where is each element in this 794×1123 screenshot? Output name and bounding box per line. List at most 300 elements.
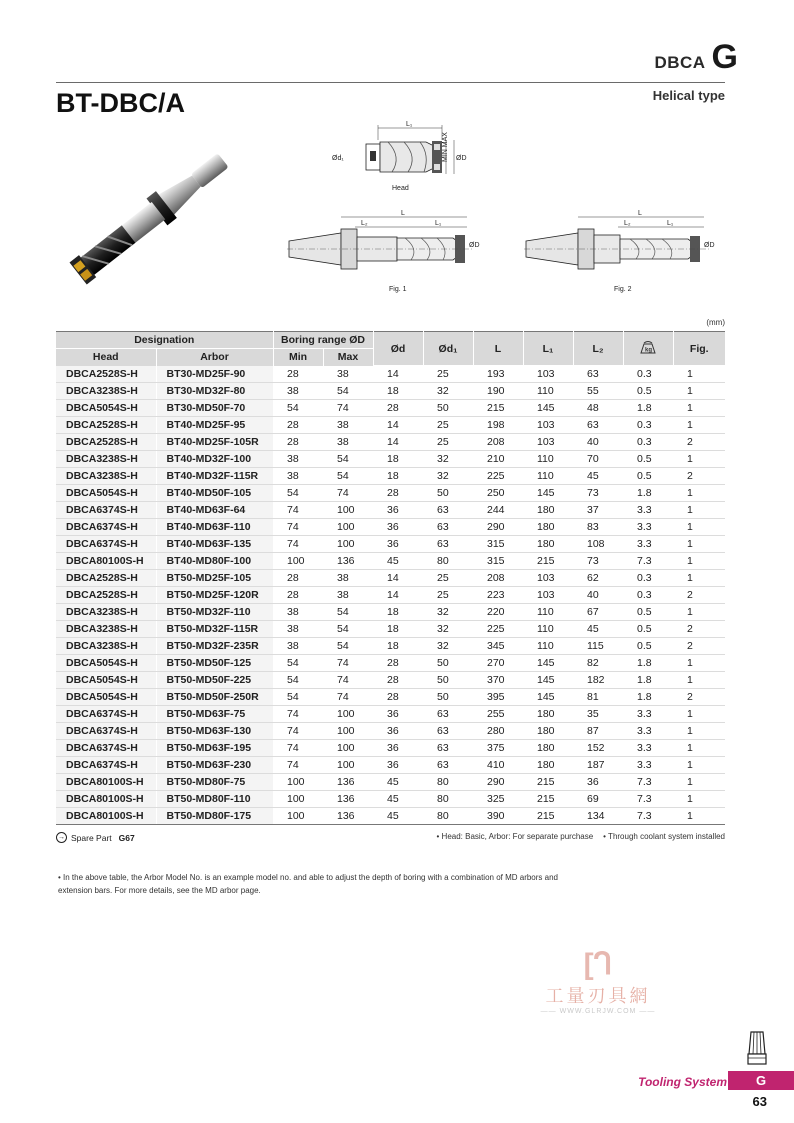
cell-fig: 2 xyxy=(673,587,725,604)
cell-l1: 103 xyxy=(523,570,573,587)
cell-head: DBCA3238S-H xyxy=(56,604,156,621)
cell-max: 54 xyxy=(323,383,373,400)
cell-min: 54 xyxy=(273,672,323,689)
col-arbor: Arbor xyxy=(156,349,273,366)
cell-d: 45 xyxy=(373,774,423,791)
cell-head: DBCA5054S-H xyxy=(56,689,156,706)
cell-l1: 180 xyxy=(523,706,573,723)
cell-d: 14 xyxy=(373,587,423,604)
fig1-dim-l2: L₂ xyxy=(361,220,368,227)
cell-fig: 1 xyxy=(673,655,725,672)
cell-weight: 3.3 xyxy=(623,740,673,757)
cell-max: 100 xyxy=(323,757,373,774)
cell-fig: 1 xyxy=(673,808,725,825)
cell-min: 38 xyxy=(273,621,323,638)
cell-l2: 134 xyxy=(573,808,623,825)
table-row xyxy=(56,740,725,757)
cell-d1: 63 xyxy=(423,536,473,553)
cell-d: 45 xyxy=(373,791,423,808)
table-row xyxy=(56,400,725,417)
cell-l: 390 xyxy=(473,808,523,825)
cell-l2: 62 xyxy=(573,570,623,587)
cell-d: 14 xyxy=(373,417,423,434)
cell-max: 38 xyxy=(323,366,373,383)
cell-weight: 0.5 xyxy=(623,451,673,468)
cell-min: 28 xyxy=(273,587,323,604)
cell-min: 28 xyxy=(273,417,323,434)
cell-head: DBCA2528S-H xyxy=(56,570,156,587)
cell-head: DBCA6374S-H xyxy=(56,706,156,723)
table-row xyxy=(56,723,725,740)
cell-d: 28 xyxy=(373,400,423,417)
cell-head: DBCA80100S-H xyxy=(56,774,156,791)
cell-d: 18 xyxy=(373,638,423,655)
spare-part-label: Spare Part xyxy=(71,832,112,843)
cell-fig: 2 xyxy=(673,621,725,638)
table-row xyxy=(56,570,725,587)
cell-l: 198 xyxy=(473,417,523,434)
cell-arbor: BT50-MD32F-110 xyxy=(156,604,273,621)
cell-d: 45 xyxy=(373,553,423,570)
table-row xyxy=(56,383,725,400)
cell-min: 38 xyxy=(273,451,323,468)
cell-l2: 36 xyxy=(573,774,623,791)
footer-label: Tooling System xyxy=(638,1075,727,1089)
cell-fig: 1 xyxy=(673,757,725,774)
col-min: Min xyxy=(273,349,323,366)
cell-l2: 40 xyxy=(573,587,623,604)
cell-l: 208 xyxy=(473,570,523,587)
cell-fig: 2 xyxy=(673,689,725,706)
fig2-dim-l2: L₂ xyxy=(624,220,631,227)
cell-max: 38 xyxy=(323,587,373,604)
fig2-dim-d: ØD xyxy=(704,242,715,249)
cell-max: 100 xyxy=(323,740,373,757)
fig1-label: Fig. 1 xyxy=(389,286,407,293)
cell-l: 250 xyxy=(473,485,523,502)
cell-fig: 1 xyxy=(673,774,725,791)
cell-weight: 3.3 xyxy=(623,502,673,519)
cell-d: 18 xyxy=(373,383,423,400)
cell-d: 18 xyxy=(373,621,423,638)
cell-l2: 48 xyxy=(573,400,623,417)
table-row xyxy=(56,638,725,655)
cell-l2: 87 xyxy=(573,723,623,740)
cell-weight: 3.3 xyxy=(623,757,673,774)
cell-l1: 110 xyxy=(523,383,573,400)
cell-l: 210 xyxy=(473,451,523,468)
cell-d: 36 xyxy=(373,757,423,774)
cell-weight: 1.8 xyxy=(623,485,673,502)
cell-l: 244 xyxy=(473,502,523,519)
cell-min: 28 xyxy=(273,434,323,451)
cell-arbor: BT40-MD32F-115R xyxy=(156,468,273,485)
cell-l1: 145 xyxy=(523,689,573,706)
cell-min: 54 xyxy=(273,655,323,672)
cell-head: DBCA5054S-H xyxy=(56,672,156,689)
cell-max: 136 xyxy=(323,553,373,570)
cell-fig: 1 xyxy=(673,706,725,723)
cell-min: 54 xyxy=(273,485,323,502)
table-row xyxy=(56,672,725,689)
cell-l: 255 xyxy=(473,706,523,723)
watermark xyxy=(528,947,668,1015)
cell-l: 325 xyxy=(473,791,523,808)
col-d: Ød xyxy=(373,332,423,366)
cell-l: 193 xyxy=(473,366,523,383)
fig2-drawing xyxy=(522,205,722,295)
cell-arbor: BT50-MD63F-130 xyxy=(156,723,273,740)
cell-l: 315 xyxy=(473,553,523,570)
cell-l1: 110 xyxy=(523,638,573,655)
cell-d: 14 xyxy=(373,434,423,451)
fig2-dim-l1: L₁ xyxy=(667,220,674,227)
cell-d1: 32 xyxy=(423,621,473,638)
section-header xyxy=(654,38,738,77)
table-row xyxy=(56,468,725,485)
cell-weight: 0.5 xyxy=(623,621,673,638)
cell-min: 100 xyxy=(273,553,323,570)
cell-min: 38 xyxy=(273,383,323,400)
cell-arbor: BT50-MD32F-115R xyxy=(156,621,273,638)
cell-fig: 1 xyxy=(673,604,725,621)
cell-l2: 182 xyxy=(573,672,623,689)
cell-d1: 50 xyxy=(423,655,473,672)
col-d1: Ød₁ xyxy=(423,332,473,366)
header-rule xyxy=(56,82,725,83)
cell-d: 14 xyxy=(373,570,423,587)
cell-d1: 32 xyxy=(423,638,473,655)
cell-l1: 180 xyxy=(523,536,573,553)
cell-d: 28 xyxy=(373,672,423,689)
cell-l: 208 xyxy=(473,434,523,451)
table-row xyxy=(56,434,725,451)
cell-l: 370 xyxy=(473,672,523,689)
cell-weight: 7.3 xyxy=(623,791,673,808)
spec-table xyxy=(56,331,725,825)
cell-l: 223 xyxy=(473,587,523,604)
cell-l1: 110 xyxy=(523,621,573,638)
cell-d: 36 xyxy=(373,519,423,536)
cell-l: 375 xyxy=(473,740,523,757)
product-photo xyxy=(58,140,248,290)
cell-max: 136 xyxy=(323,808,373,825)
fig1-dim-l1: L₁ xyxy=(435,220,442,227)
cell-head: DBCA6374S-H xyxy=(56,536,156,553)
table-notes xyxy=(437,832,725,841)
cell-fig: 2 xyxy=(673,434,725,451)
footnote: • In the above table, the Arbor Model No. is an example model no. and able to adjust the depth of boring with a combination of MD arbors and extension bars. For more details, see the MD arbor page. xyxy=(58,873,558,895)
cell-arbor: BT50-MD50F-250R xyxy=(156,689,273,706)
cell-head: DBCA2528S-H xyxy=(56,587,156,604)
cell-l1: 103 xyxy=(523,587,573,604)
head-dim-l1: L₁ xyxy=(406,121,413,128)
cell-d: 18 xyxy=(373,604,423,621)
cell-d1: 25 xyxy=(423,434,473,451)
cell-l2: 63 xyxy=(573,366,623,383)
cell-min: 28 xyxy=(273,366,323,383)
cell-arbor: BT30-MD32F-80 xyxy=(156,383,273,400)
cell-weight: 0.5 xyxy=(623,604,673,621)
table-row xyxy=(56,485,725,502)
cell-l: 225 xyxy=(473,621,523,638)
cell-d1: 32 xyxy=(423,604,473,621)
cell-min: 54 xyxy=(273,689,323,706)
cell-max: 38 xyxy=(323,434,373,451)
head-dim-min-max: MIN MAX xyxy=(442,132,449,162)
cell-max: 136 xyxy=(323,791,373,808)
cell-weight: 1.8 xyxy=(623,689,673,706)
cell-d: 18 xyxy=(373,468,423,485)
cell-l2: 40 xyxy=(573,434,623,451)
fig1-dim-d: ØD xyxy=(469,242,480,249)
col-l1: L₁ xyxy=(523,332,573,366)
cell-l1: 215 xyxy=(523,774,573,791)
table-row xyxy=(56,536,725,553)
section-letter: G xyxy=(711,38,738,76)
cell-d: 28 xyxy=(373,655,423,672)
cell-max: 74 xyxy=(323,672,373,689)
cell-head: DBCA80100S-H xyxy=(56,808,156,825)
cell-weight: 1.8 xyxy=(623,400,673,417)
cell-arbor: BT50-MD63F-230 xyxy=(156,757,273,774)
cell-arbor: BT50-MD50F-125 xyxy=(156,655,273,672)
cell-weight: 3.3 xyxy=(623,536,673,553)
cell-d1: 25 xyxy=(423,366,473,383)
cell-weight: 0.3 xyxy=(623,587,673,604)
cell-l2: 73 xyxy=(573,485,623,502)
collet-icon xyxy=(746,1030,768,1068)
cell-max: 74 xyxy=(323,485,373,502)
cell-l2: 45 xyxy=(573,468,623,485)
table-row xyxy=(56,808,725,825)
unit-label: (mm) xyxy=(706,318,725,327)
cell-arbor: BT40-MD63F-110 xyxy=(156,519,273,536)
cell-d1: 63 xyxy=(423,740,473,757)
cell-head: DBCA3238S-H xyxy=(56,621,156,638)
spare-part-ref[interactable] xyxy=(56,832,135,843)
cell-head: DBCA3238S-H xyxy=(56,451,156,468)
cell-l2: 69 xyxy=(573,791,623,808)
cell-l1: 145 xyxy=(523,655,573,672)
cell-d1: 80 xyxy=(423,553,473,570)
cell-d1: 63 xyxy=(423,502,473,519)
cell-head: DBCA2528S-H xyxy=(56,366,156,383)
cell-l1: 103 xyxy=(523,366,573,383)
cell-weight: 0.3 xyxy=(623,570,673,587)
cell-l2: 45 xyxy=(573,621,623,638)
cell-l1: 145 xyxy=(523,400,573,417)
cell-d1: 32 xyxy=(423,468,473,485)
spec-table-body xyxy=(56,366,725,825)
cell-arbor: BT40-MD25F-105R xyxy=(156,434,273,451)
page-title: BT-DBC/A xyxy=(56,88,185,118)
cell-min: 38 xyxy=(273,638,323,655)
cell-max: 38 xyxy=(323,570,373,587)
cell-arbor: BT40-MD32F-100 xyxy=(156,451,273,468)
cell-max: 54 xyxy=(323,468,373,485)
cell-max: 74 xyxy=(323,689,373,706)
cell-weight: 0.5 xyxy=(623,638,673,655)
cell-l2: 55 xyxy=(573,383,623,400)
cell-d1: 63 xyxy=(423,757,473,774)
cell-l1: 180 xyxy=(523,740,573,757)
cell-d1: 32 xyxy=(423,451,473,468)
fig1-dim-l: L xyxy=(401,210,405,217)
cell-l2: 73 xyxy=(573,553,623,570)
cell-d: 28 xyxy=(373,485,423,502)
cell-weight: 3.3 xyxy=(623,723,673,740)
cell-max: 100 xyxy=(323,706,373,723)
section-code: DBCA xyxy=(654,53,706,72)
cell-min: 100 xyxy=(273,808,323,825)
cell-l: 290 xyxy=(473,774,523,791)
table-row xyxy=(56,604,725,621)
table-row xyxy=(56,774,725,791)
table-row xyxy=(56,706,725,723)
cell-l1: 180 xyxy=(523,723,573,740)
weight-icon xyxy=(638,340,658,354)
cell-fig: 1 xyxy=(673,740,725,757)
cell-l: 270 xyxy=(473,655,523,672)
cell-l: 315 xyxy=(473,536,523,553)
cell-min: 74 xyxy=(273,536,323,553)
cell-l1: 110 xyxy=(523,604,573,621)
cell-fig: 2 xyxy=(673,468,725,485)
cell-arbor: BT50-MD80F-175 xyxy=(156,808,273,825)
cell-l1: 215 xyxy=(523,808,573,825)
cell-max: 74 xyxy=(323,655,373,672)
cell-fig: 1 xyxy=(673,366,725,383)
cell-fig: 1 xyxy=(673,791,725,808)
cell-max: 74 xyxy=(323,400,373,417)
table-row xyxy=(56,502,725,519)
cell-weight: 1.8 xyxy=(623,655,673,672)
cell-d1: 80 xyxy=(423,774,473,791)
cell-head: DBCA5054S-H xyxy=(56,655,156,672)
cell-head: DBCA2528S-H xyxy=(56,434,156,451)
cell-max: 100 xyxy=(323,536,373,553)
cell-d: 36 xyxy=(373,502,423,519)
cell-l2: 108 xyxy=(573,536,623,553)
cell-d: 36 xyxy=(373,723,423,740)
cell-head: DBCA6374S-H xyxy=(56,519,156,536)
cell-l1: 180 xyxy=(523,519,573,536)
cell-max: 54 xyxy=(323,621,373,638)
cell-d1: 50 xyxy=(423,485,473,502)
cell-weight: 0.5 xyxy=(623,468,673,485)
cell-l: 220 xyxy=(473,604,523,621)
cell-weight: 7.3 xyxy=(623,808,673,825)
cell-arbor: BT50-MD80F-110 xyxy=(156,791,273,808)
weight-unit: kg xyxy=(645,347,653,354)
head-dim-d1: Ød₁ xyxy=(332,155,344,162)
cell-max: 100 xyxy=(323,502,373,519)
watermark-cn: 工量刃具網 xyxy=(545,986,651,1006)
cell-l2: 70 xyxy=(573,451,623,468)
fig2-label: Fig. 2 xyxy=(614,286,632,293)
head-dim-d: ØD xyxy=(456,155,467,162)
cell-d1: 50 xyxy=(423,689,473,706)
cell-l: 290 xyxy=(473,519,523,536)
cell-fig: 1 xyxy=(673,672,725,689)
cell-weight: 1.8 xyxy=(623,672,673,689)
cell-min: 74 xyxy=(273,723,323,740)
cell-l2: 35 xyxy=(573,706,623,723)
cell-d1: 63 xyxy=(423,706,473,723)
table-row xyxy=(56,791,725,808)
cell-arbor: BT50-MD25F-120R xyxy=(156,587,273,604)
watermark-url: —— WWW.GLRJW.COM —— xyxy=(540,1008,656,1015)
spare-part-page[interactable]: G67 xyxy=(118,832,135,843)
cell-l1: 215 xyxy=(523,553,573,570)
page-subtitle: Helical type xyxy=(652,88,725,103)
cell-weight: 7.3 xyxy=(623,774,673,791)
cell-arbor: BT30-MD25F-90 xyxy=(156,366,273,383)
cell-min: 54 xyxy=(273,400,323,417)
cell-l: 280 xyxy=(473,723,523,740)
table-row xyxy=(56,417,725,434)
cell-head: DBCA5054S-H xyxy=(56,485,156,502)
fig2-dim-l: L xyxy=(638,210,642,217)
cell-d: 45 xyxy=(373,808,423,825)
cell-head: DBCA6374S-H xyxy=(56,740,156,757)
table-row xyxy=(56,621,725,638)
cell-d1: 80 xyxy=(423,791,473,808)
cell-min: 38 xyxy=(273,604,323,621)
cell-d: 28 xyxy=(373,689,423,706)
cell-d1: 25 xyxy=(423,587,473,604)
cell-weight: 0.3 xyxy=(623,366,673,383)
table-row xyxy=(56,519,725,536)
cell-l1: 180 xyxy=(523,757,573,774)
cell-fig: 1 xyxy=(673,570,725,587)
col-l: L xyxy=(473,332,523,366)
cell-d: 18 xyxy=(373,451,423,468)
cell-l1: 145 xyxy=(523,485,573,502)
cell-arbor: BT30-MD50F-70 xyxy=(156,400,273,417)
cell-l2: 187 xyxy=(573,757,623,774)
cell-min: 38 xyxy=(273,468,323,485)
cell-l2: 82 xyxy=(573,655,623,672)
cell-l: 395 xyxy=(473,689,523,706)
cell-arbor: BT40-MD25F-95 xyxy=(156,417,273,434)
note-head-arbor: • Head: Basic, Arbor: For separate purchase xyxy=(436,832,594,841)
cell-min: 28 xyxy=(273,570,323,587)
cell-head: DBCA3238S-H xyxy=(56,383,156,400)
cell-min: 74 xyxy=(273,757,323,774)
cell-head: DBCA3238S-H xyxy=(56,468,156,485)
cell-head: DBCA80100S-H xyxy=(56,791,156,808)
table-row xyxy=(56,451,725,468)
cell-max: 100 xyxy=(323,723,373,740)
table-row xyxy=(56,553,725,570)
cell-d1: 63 xyxy=(423,519,473,536)
head-label: Head xyxy=(392,185,409,192)
head-drawing xyxy=(330,120,480,198)
cell-l2: 152 xyxy=(573,740,623,757)
cell-d1: 50 xyxy=(423,672,473,689)
table-row xyxy=(56,689,725,706)
cell-max: 54 xyxy=(323,638,373,655)
footer-tab[interactable]: G xyxy=(728,1071,794,1090)
col-fig: Fig. xyxy=(673,332,725,366)
cell-weight: 0.5 xyxy=(623,383,673,400)
cell-l: 225 xyxy=(473,468,523,485)
cell-d1: 80 xyxy=(423,808,473,825)
cell-head: DBCA5054S-H xyxy=(56,400,156,417)
cell-l1: 180 xyxy=(523,502,573,519)
